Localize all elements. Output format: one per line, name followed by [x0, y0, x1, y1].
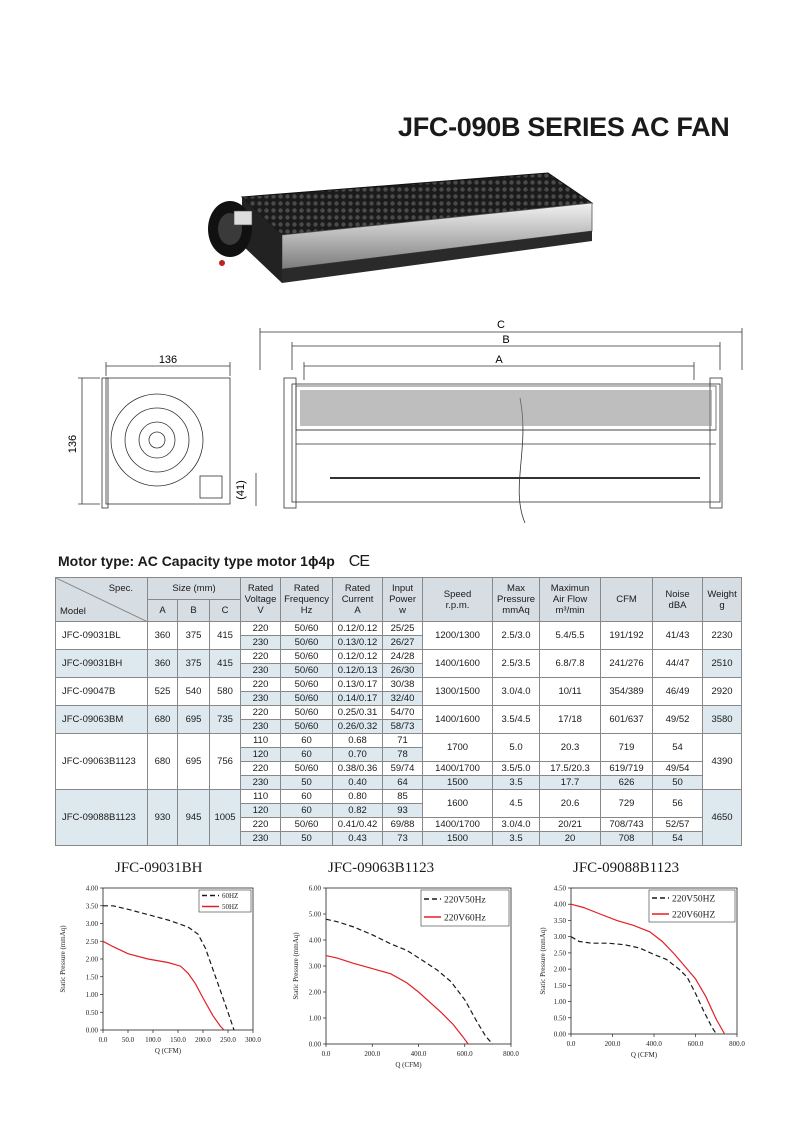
- x-tick-label: 0.0: [98, 1036, 108, 1044]
- curve-plot: [535, 882, 760, 1087]
- airflow-cell: 20: [540, 832, 601, 846]
- noise-cell: 44/47: [653, 650, 703, 678]
- pressure-cell: 2.5/3.0: [493, 622, 540, 650]
- speed-cell: 1400/1700: [423, 818, 493, 832]
- dim-a-label: A: [495, 354, 503, 366]
- power-cell: 69/88: [383, 818, 423, 832]
- y-tick-label: 0.00: [85, 1026, 98, 1035]
- size-c-cell: 415: [210, 622, 241, 650]
- x-tick-label: 150.0: [170, 1036, 186, 1044]
- power-cell: 25/25: [383, 622, 423, 636]
- power-cell: 24/28: [383, 650, 423, 664]
- current-cell: 0.26/0.32: [333, 720, 383, 734]
- y-tick-label: 3.50: [85, 902, 98, 911]
- size-header: Size (mm): [148, 578, 241, 600]
- speed-cell: 1300/1500: [423, 678, 493, 706]
- y-tick-label: 1.00: [85, 991, 98, 999]
- y-tick-label: 3.00: [85, 920, 98, 928]
- y-tick-label: 3.50: [553, 916, 566, 925]
- size-c-cell: 756: [210, 734, 241, 790]
- power-cell: 26/27: [383, 636, 423, 650]
- x-tick-label: 100.0: [145, 1036, 161, 1044]
- y-tick-label: 2.50: [85, 937, 98, 946]
- frequency-cell: 60: [281, 790, 333, 804]
- voltage-cell: 110: [241, 734, 281, 748]
- power-cell: 73: [383, 832, 423, 846]
- series-line: [571, 904, 725, 1034]
- size-c-cell: 735: [210, 706, 241, 734]
- noise-cell: 49/52: [653, 706, 703, 734]
- speed-cell: 1400/1700: [423, 762, 493, 776]
- curve-title: JFC-09031BH: [115, 860, 203, 876]
- model-label: Model: [60, 606, 86, 617]
- x-axis-label: Q (CFM): [395, 1061, 422, 1069]
- size-b-cell: 695: [178, 734, 210, 790]
- motor-type: [58, 553, 369, 571]
- voltage-cell: 220: [241, 818, 281, 832]
- ce-mark: CE: [348, 553, 370, 570]
- frequency-cell: 50/60: [281, 636, 333, 650]
- noise-cell: 52/57: [653, 818, 703, 832]
- y-tick-label: 4.00: [85, 884, 98, 893]
- dim-width-label: 136: [158, 354, 178, 366]
- speed-cell: 1600: [423, 790, 493, 818]
- voltage-cell: 220: [241, 650, 281, 664]
- cfm-cell: 601/637: [601, 706, 653, 734]
- model-cell: JFC-09031BL: [56, 622, 148, 650]
- pressure-cell: 3.0/4.0: [493, 818, 540, 832]
- y-tick-label: 0.00: [308, 1040, 321, 1049]
- table-row: [56, 622, 742, 636]
- table-row: [56, 650, 742, 664]
- legend-label: 220V60HZ: [672, 910, 716, 921]
- speed-cell: 1200/1300: [423, 622, 493, 650]
- current-cell: 0.68: [333, 734, 383, 748]
- speed-cell: 1500: [423, 776, 493, 790]
- frequency-cell: 50/60: [281, 762, 333, 776]
- size-a-cell: 360: [148, 650, 178, 678]
- pressure-cell: 5.0: [493, 734, 540, 762]
- cfm-cell: 191/192: [601, 622, 653, 650]
- voltage-cell: 120: [241, 804, 281, 818]
- model-cell: JFC-09047B: [56, 678, 148, 706]
- x-tick-label: 250.0: [220, 1036, 236, 1044]
- pressure-cell: 3.5/4.5: [493, 706, 540, 734]
- cfm-cell: 354/389: [601, 678, 653, 706]
- voltage-cell: 120: [241, 748, 281, 762]
- voltage-cell: 230: [241, 832, 281, 846]
- current-cell: 0.12/0.12: [333, 650, 383, 664]
- dim-height-label: 136: [67, 434, 79, 454]
- current-cell: 0.25/0.31: [333, 706, 383, 720]
- y-tick-label: 4.00: [553, 900, 566, 909]
- legend-label: 220V50HZ: [672, 894, 716, 905]
- power-header: Input Power w: [383, 578, 423, 622]
- current-cell: 0.43: [333, 832, 383, 846]
- speed-cell: 1500: [423, 832, 493, 846]
- dim-c-label: C: [497, 319, 505, 331]
- y-tick-label: 6.00: [308, 884, 321, 893]
- power-cell: 58/73: [383, 720, 423, 734]
- size-b-header: B: [178, 600, 210, 622]
- size-a-cell: 680: [148, 706, 178, 734]
- weight-header: Weight g: [703, 578, 742, 622]
- table-row: [56, 678, 742, 692]
- noise-cell: 49/54: [653, 762, 703, 776]
- speed-cell: 1700: [423, 734, 493, 762]
- y-tick-label: 2.00: [553, 965, 566, 974]
- y-tick-label: 0.50: [553, 1014, 566, 1023]
- x-tick-label: 600.0: [687, 1040, 704, 1048]
- x-axis-label: Q (CFM): [630, 1051, 658, 1059]
- table-row: [56, 706, 742, 720]
- size-c-cell: 415: [210, 650, 241, 678]
- legend-label: 60HZ: [222, 891, 239, 900]
- dimension-drawing: [60, 318, 750, 540]
- noise-cell: 41/43: [653, 622, 703, 650]
- size-a-cell: 680: [148, 734, 178, 790]
- frequency-cell: 60: [281, 734, 333, 748]
- model-cell: JFC-09031BH: [56, 650, 148, 678]
- x-axis-label: Q (CFM): [154, 1047, 182, 1055]
- cfm-cell: 719: [601, 734, 653, 762]
- dim-b-label: B: [502, 334, 510, 346]
- voltage-cell: 110: [241, 790, 281, 804]
- weight-cell: 2920: [703, 678, 742, 706]
- voltage-cell: 220: [241, 678, 281, 692]
- x-tick-label: 200.0: [364, 1050, 381, 1058]
- current-cell: 0.70: [333, 748, 383, 762]
- current-cell: 0.14/0.17: [333, 692, 383, 706]
- y-tick-label: 4.50: [553, 884, 566, 893]
- airflow-cell: 10/11: [540, 678, 601, 706]
- current-cell: 0.40: [333, 776, 383, 790]
- motor-type-text: Motor type: AC Capacity type motor 1ϕ4p: [58, 553, 335, 569]
- voltage-cell: 220: [241, 762, 281, 776]
- airflow-cell: 20.6: [540, 790, 601, 818]
- size-a-cell: 525: [148, 678, 178, 706]
- cfm-cell: 708/743: [601, 818, 653, 832]
- pressure-cell: 3.0/4.0: [493, 678, 540, 706]
- curve-plot: [288, 882, 528, 1094]
- curve-plot: [55, 882, 270, 1072]
- size-b-cell: 945: [178, 790, 210, 846]
- power-cell: 85: [383, 790, 423, 804]
- y-tick-label: 2.50: [553, 949, 566, 958]
- table-row: [56, 734, 742, 748]
- curve-jfc-09031bh: [55, 860, 270, 1060]
- y-axis-label: Static Pressure (mmAq): [59, 925, 67, 993]
- dim-41-label: (41): [235, 480, 247, 500]
- frequency-cell: 60: [281, 748, 333, 762]
- series-line: [326, 919, 493, 1044]
- series-line: [326, 956, 468, 1044]
- y-tick-label: 5.00: [308, 910, 321, 919]
- y-tick-label: 1.00: [553, 998, 566, 1007]
- legend-label: 220V60Hz: [444, 913, 486, 924]
- x-tick-label: 800.0: [729, 1040, 745, 1048]
- x-tick-label: 400.0: [410, 1050, 427, 1058]
- size-c-header: C: [210, 600, 241, 622]
- airflow-header: Maximun Air Flow m³/min: [540, 578, 601, 622]
- size-b-cell: 540: [178, 678, 210, 706]
- noise-cell: 56: [653, 790, 703, 818]
- frequency-cell: 50/60: [281, 650, 333, 664]
- airflow-cell: 17.5/20.3: [540, 762, 601, 776]
- model-cell: JFC-09088B1123: [56, 790, 148, 846]
- cfm-cell: 729: [601, 790, 653, 818]
- curve-jfc-09063b1123: [288, 860, 528, 1080]
- curve-jfc-09088b1123: [535, 860, 760, 1075]
- y-tick-label: 3.00: [553, 933, 566, 942]
- cfm-cell: 619/719: [601, 762, 653, 776]
- size-a-header: A: [148, 600, 178, 622]
- voltage-cell: 220: [241, 622, 281, 636]
- power-cell: 26/30: [383, 664, 423, 678]
- spec-model-header: [56, 578, 148, 622]
- series-line: [103, 906, 234, 1030]
- current-cell: 0.80: [333, 790, 383, 804]
- size-c-cell: 1005: [210, 790, 241, 846]
- voltage-cell: 230: [241, 776, 281, 790]
- airflow-cell: 20/21: [540, 818, 601, 832]
- y-tick-label: 2.00: [308, 988, 321, 997]
- power-cell: 71: [383, 734, 423, 748]
- current-cell: 0.82: [333, 804, 383, 818]
- voltage-header: Rated Voltage V: [241, 578, 281, 622]
- voltage-cell: 230: [241, 720, 281, 734]
- y-tick-label: 1.50: [553, 981, 566, 990]
- model-cell: JFC-09063BM: [56, 706, 148, 734]
- current-cell: 0.13/0.17: [333, 678, 383, 692]
- current-cell: 0.38/0.36: [333, 762, 383, 776]
- y-tick-label: 1.00: [308, 1014, 321, 1023]
- frequency-cell: 50/60: [281, 622, 333, 636]
- cfm-cell: 241/276: [601, 650, 653, 678]
- power-cell: 32/40: [383, 692, 423, 706]
- power-cell: 54/70: [383, 706, 423, 720]
- weight-cell: 4650: [703, 790, 742, 846]
- voltage-cell: 230: [241, 692, 281, 706]
- y-tick-label: 0.00: [553, 1030, 566, 1039]
- pressure-cell: 4.5: [493, 790, 540, 818]
- table-row: [56, 790, 742, 804]
- size-a-cell: 930: [148, 790, 178, 846]
- pressure-cell: 3.5: [493, 832, 540, 846]
- spec-label: Spec.: [108, 583, 133, 594]
- pressure-cell: 3.5/5.0: [493, 762, 540, 776]
- frequency-cell: 50/60: [281, 720, 333, 734]
- airflow-cell: 17.7: [540, 776, 601, 790]
- x-tick-label: 800.0: [503, 1050, 519, 1058]
- y-tick-label: 0.50: [85, 1008, 98, 1017]
- x-tick-label: 300.0: [245, 1036, 261, 1044]
- y-tick-label: 1.50: [85, 973, 98, 982]
- y-axis-label: Static Pressure (mmAq): [292, 932, 300, 1000]
- series-line: [103, 941, 224, 1030]
- series-line: [571, 937, 716, 1034]
- pressure-cell: 2.5/3.5: [493, 650, 540, 678]
- legend-label: 50HZ: [222, 902, 239, 911]
- x-tick-label: 200.0: [604, 1040, 621, 1048]
- voltage-cell: 230: [241, 664, 281, 678]
- frequency-cell: 50/60: [281, 818, 333, 832]
- noise-cell: 46/49: [653, 678, 703, 706]
- power-cell: 78: [383, 748, 423, 762]
- pressure-cell: 3.5: [493, 776, 540, 790]
- y-tick-label: 2.00: [85, 955, 98, 964]
- size-c-cell: 580: [210, 678, 241, 706]
- noise-cell: 50: [653, 776, 703, 790]
- x-tick-label: 0.0: [566, 1040, 576, 1048]
- weight-cell: 2230: [703, 622, 742, 650]
- frequency-cell: 50: [281, 832, 333, 846]
- airflow-cell: 5.4/5.5: [540, 622, 601, 650]
- power-cell: 64: [383, 776, 423, 790]
- cfm-cell: 708: [601, 832, 653, 846]
- frequency-cell: 50/60: [281, 692, 333, 706]
- power-cell: 30/38: [383, 678, 423, 692]
- x-tick-label: 600.0: [456, 1050, 473, 1058]
- pressure-header: Max Pressure mmAq: [493, 578, 540, 622]
- x-tick-label: 50.0: [121, 1036, 135, 1044]
- current-cell: 0.12/0.12: [333, 622, 383, 636]
- speed-header: Speed r.p.m.: [423, 578, 493, 622]
- airflow-cell: 20.3: [540, 734, 601, 762]
- noise-cell: 54: [653, 832, 703, 846]
- voltage-cell: 220: [241, 706, 281, 720]
- frequency-cell: 60: [281, 804, 333, 818]
- current-cell: 0.13/0.12: [333, 636, 383, 650]
- size-b-cell: 375: [178, 622, 210, 650]
- x-tick-label: 200.0: [195, 1036, 211, 1044]
- weight-cell: 3580: [703, 706, 742, 734]
- power-cell: 93: [383, 804, 423, 818]
- size-b-cell: 375: [178, 650, 210, 678]
- current-cell: 0.41/0.42: [333, 818, 383, 832]
- size-b-cell: 695: [178, 706, 210, 734]
- y-tick-label: 4.00: [308, 936, 321, 945]
- weight-cell: 4390: [703, 734, 742, 790]
- speed-cell: 1400/1600: [423, 650, 493, 678]
- size-a-cell: 360: [148, 622, 178, 650]
- product-photo: [200, 165, 600, 300]
- cfm-header: CFM: [601, 578, 653, 622]
- curve-title: JFC-09063B1123: [328, 860, 435, 876]
- legend-label: 220V50Hz: [444, 895, 486, 906]
- y-axis-label: Static Pressure (mmAq): [539, 927, 547, 995]
- curve-title: JFC-09088B1123: [573, 860, 680, 876]
- y-tick-label: 3.00: [308, 962, 321, 971]
- noise-cell: 54: [653, 734, 703, 762]
- spec-table: [55, 577, 742, 846]
- speed-cell: 1400/1600: [423, 706, 493, 734]
- current-header: Rated Current A: [333, 578, 383, 622]
- model-cell: JFC-09063B1123: [56, 734, 148, 790]
- airflow-cell: 17/18: [540, 706, 601, 734]
- page-title: JFC-090B SERIES AC FAN: [398, 112, 730, 142]
- weight-cell: 2510: [703, 650, 742, 678]
- x-tick-label: 0.0: [321, 1050, 331, 1058]
- current-cell: 0.12/0.13: [333, 664, 383, 678]
- frequency-header: Rated Frequency Hz: [281, 578, 333, 622]
- voltage-cell: 230: [241, 636, 281, 650]
- frequency-cell: 50/60: [281, 664, 333, 678]
- power-cell: 59/74: [383, 762, 423, 776]
- frequency-cell: 50: [281, 776, 333, 790]
- cfm-cell: 626: [601, 776, 653, 790]
- airflow-cell: 6.8/7.8: [540, 650, 601, 678]
- frequency-cell: 50/60: [281, 678, 333, 692]
- frequency-cell: 50/60: [281, 706, 333, 720]
- x-tick-label: 400.0: [646, 1040, 662, 1048]
- noise-header: Noise dBA: [653, 578, 703, 622]
